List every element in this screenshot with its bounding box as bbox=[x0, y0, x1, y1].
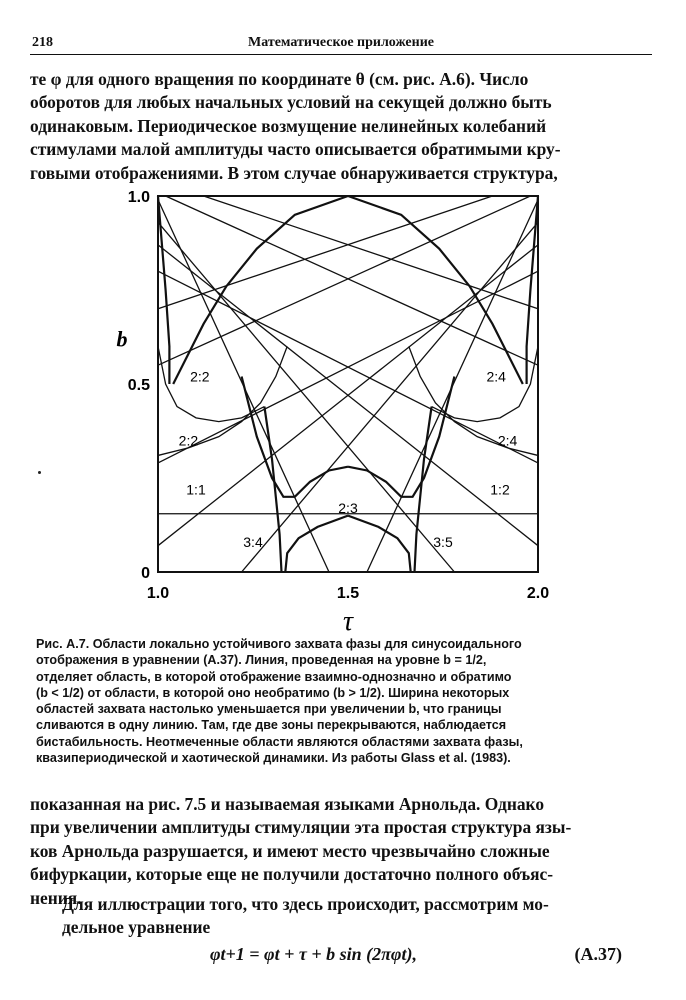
text-line: бифуркации, которые еще не получили достаточно полного объяс- bbox=[30, 864, 554, 885]
equation-a37 bbox=[30, 942, 628, 972]
region-label: 1:2 bbox=[490, 481, 510, 498]
text-line: при увеличении амплитуды стимуляции эта простая структура язы- bbox=[30, 817, 572, 838]
tongue-boundary-falling-5 bbox=[166, 196, 538, 365]
y-tick-label: 0.5 bbox=[127, 377, 150, 394]
page-number: 218 bbox=[32, 35, 53, 50]
y-tick-label: 0 bbox=[141, 565, 150, 582]
region-label: 2:4 bbox=[497, 432, 518, 449]
tongue-boundary-rising-5 bbox=[158, 196, 530, 365]
text-line: стимулами малой амплитуды часто описывается обратимыми кру- bbox=[30, 139, 561, 160]
region-label: 3:4 bbox=[243, 533, 263, 550]
caption-line: Рис. А.7. Области локально устойчивого захвата фазы для синусоидального bbox=[36, 637, 522, 651]
caption-line: областей захвата настолько уменьшается при увеличении b, что границы bbox=[36, 702, 502, 717]
text-line: нения. bbox=[30, 887, 82, 908]
caption-line: бистабильность. Неотмеченные области являются областями захвата фазы, bbox=[36, 734, 523, 749]
text-line: дельное уравнение bbox=[62, 917, 211, 938]
caption-line: (b < 1/2) от области, в которой оно необратимо (b > 1/2). Ширина некоторых bbox=[36, 685, 510, 700]
tongue-boundary-falling-2 bbox=[158, 222, 454, 572]
text-line: говыми отображениями. В этом случае обнаруживается структура, bbox=[30, 162, 558, 183]
caption-line: квазипериодической и хаотической динамики. Из работы Glass et al. (1983). bbox=[36, 751, 511, 766]
chart-svg bbox=[100, 182, 580, 632]
stray-dot bbox=[38, 471, 41, 474]
running-header bbox=[30, 32, 652, 55]
region-label: 1:1 bbox=[186, 481, 206, 498]
caption-line: отображения в уравнении (А.37). Линия, проведенная на уровне b = 1/2, bbox=[36, 653, 487, 668]
region-label: 2:3 bbox=[338, 500, 358, 517]
text-line: показанная на рис. 7.5 и называемая языками Арнольда. Однако bbox=[30, 794, 545, 814]
y-tick-label: 1.0 bbox=[127, 189, 150, 206]
figure-caption bbox=[36, 636, 630, 766]
text-line: оборотов для любых начальных условий на секущей должно быть bbox=[30, 92, 552, 113]
equation-formula: φt+1 = φt + τ + b sin (2πφt), bbox=[210, 944, 417, 964]
arnold-tongues-figure bbox=[100, 182, 580, 632]
text-line: Для иллюстрации того, что здесь происходит, рассмотрим мо- bbox=[62, 894, 549, 914]
caption-line: отделяет область, в которой отображение взаимно-однозначно и обратимо bbox=[36, 669, 512, 684]
y-axis-label: b bbox=[116, 326, 128, 352]
caption-line: сливаются в одну линию. Там, где две зоны перекрываются, наблюдается bbox=[36, 718, 507, 733]
x-tick-label: 2.0 bbox=[526, 585, 550, 602]
tongue-boundary-rising-2 bbox=[242, 222, 538, 572]
text-line: те φ для одного вращения по координате θ (см. рис. А.6). Число bbox=[30, 69, 529, 89]
equation-number: (А.37) bbox=[574, 944, 622, 964]
region-label: 3:5 bbox=[433, 533, 453, 550]
region-label: 2:4 bbox=[486, 368, 506, 385]
text-line: одинаковым. Периодическое возмущение нелинейных колебаний bbox=[30, 115, 547, 136]
region-label: 2:2 bbox=[178, 432, 199, 449]
x-tick-label: 1.0 bbox=[146, 585, 170, 602]
paragraph-top bbox=[30, 68, 628, 185]
x-axis-label: τ bbox=[342, 606, 354, 632]
paragraph-bottom bbox=[30, 893, 628, 940]
x-tick-label: 1.5 bbox=[336, 585, 360, 602]
text-line: ков Арнольда разрушается, и имеют место чрезвычайно сложные bbox=[30, 840, 550, 861]
running-title: Математическое приложение bbox=[247, 35, 434, 50]
region-label: 2:2 bbox=[190, 368, 210, 385]
